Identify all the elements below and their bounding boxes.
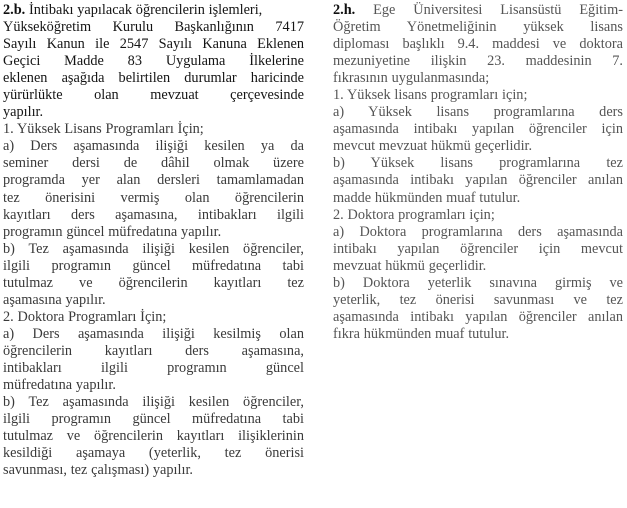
left-line-7: yapılır.: [3, 104, 44, 121]
left-line-14: programın güncel müfredatına yapılır.: [3, 223, 222, 240]
left-line-23: müfredatına yapılır.: [3, 377, 116, 394]
left-line-27: kesildiği aşamaya (yeterlik, tez önerisi: [3, 445, 304, 462]
left-line-20: a) Ders aşamasında ilişiği kesilmiş olan: [3, 325, 304, 342]
right-line-7: a) Yüksek lisans programlarına ders: [333, 104, 623, 121]
right-line-4: mezuniyetine ilişkin 23. maddesinin 7.: [333, 53, 623, 70]
right-line-9: mevcut mevzuat hükmü geçerlidir.: [333, 138, 533, 155]
left-line-17: tutulmaz ve öğrencilerin kayıtları tez: [3, 274, 304, 291]
right-heading-number: 2.h.: [333, 2, 356, 18]
left-line-24: b) Tez aşamasında ilişiği kesilen öğrenciler,: [3, 394, 304, 411]
right-line-16: mevzuat hükmü geçerlidir.: [333, 257, 487, 274]
left-section-doktora: 2. Doktora Programları İçin;: [3, 308, 167, 325]
right-line-18: yeterlik, tez önerisi savunması ve tez: [333, 291, 623, 308]
left-line-25: ilgili programın güncel müfredatına tabi: [3, 411, 304, 428]
right-line-19: aşamasında intibakı yapılan öğrenciler anılan: [333, 308, 623, 325]
left-heading-text: İntibakı yapılacak öğrencilerin işlemleri,: [29, 2, 263, 18]
left-line-12: tez önerisini vermiş olan öğrencilerin: [3, 189, 304, 206]
left-line-3: Sayılı Kanun ile 2547 Sayılı Kanuna Eklenen: [3, 36, 304, 53]
right-line-2: Öğretim Yönetmeliğinin yüksek lisans: [333, 19, 623, 36]
right-line-15: intibakı yapılan öğrenciler için mevcut: [333, 240, 623, 257]
right-line-5: fıkrasının uygulanmasında;: [333, 70, 490, 87]
right-line-1: [333, 2, 623, 19]
right-line-8: aşamasında intibakı yapılan öğrenciler için: [333, 121, 623, 138]
left-line-9: a) Ders aşamasında ilişiği kesilen ya da: [3, 138, 304, 155]
right-line-12: madde hükmünden muaf tutulur.: [333, 189, 521, 206]
left-line-6: yürürlükte olan mevzuat çerçevesinde: [3, 87, 304, 104]
right-section-yuksek-lisans: 1. Yüksek lisans programları için;: [333, 87, 528, 104]
right-line-11: aşamasında intibakı yapılan öğrenciler anılan: [333, 172, 623, 189]
left-line-1: [3, 2, 304, 19]
left-line-4: Geçici Madde 83 Uygulama İlkelerine: [3, 53, 304, 70]
left-line-13: kayıtları ders aşamasına, intibakları ilgili: [3, 206, 304, 223]
right-section-doktora: 2. Doktora programları için;: [333, 206, 495, 223]
left-column: [3, 2, 304, 479]
right-column: [333, 2, 623, 343]
left-line-16: ilgili programın güncel müfredatına tabi: [3, 257, 304, 274]
left-line-22: intibakları ilgili programın güncel: [3, 359, 304, 376]
right-heading-text: Ege Üniversitesi Lisansüstü Eğitim-: [373, 2, 623, 18]
right-line-10: b) Yüksek lisans programlarına tez: [333, 155, 623, 172]
right-line-17: b) Doktora yeterlik sınavına girmiş ve: [333, 274, 623, 291]
left-line-11: programda yer alan dersleri tamamlamadan: [3, 172, 304, 189]
left-line-21: öğrencilerin kayıtları ders aşamasına,: [3, 342, 304, 359]
left-line-28: savunması, tez çalışması) yapılır.: [3, 462, 193, 479]
right-line-3: diploması başlıklı 9.4. maddesi ve doktora: [333, 36, 623, 53]
left-line-26: tutulmaz ve öğrencilerin kayıtları ilişiklerinin: [3, 428, 304, 445]
left-heading-number: 2.b.: [3, 2, 26, 18]
left-line-5: eklenen aşağıda belirtilen durumlar haricinde: [3, 70, 304, 87]
left-line-2: Yükseköğretim Kurulu Başkanlığının 7417: [3, 19, 304, 36]
left-line-10: seminer dersi de dâhil olmak üzere: [3, 155, 304, 172]
left-line-15: b) Tez aşamasında ilişiği kesilen öğrenciler,: [3, 240, 304, 257]
left-section-yuksek-lisans: 1. Yüksek Lisans Programları İçin;: [3, 121, 204, 138]
left-line-18: aşamasına yapılır.: [3, 291, 106, 308]
right-line-14: a) Doktora programlarına ders aşamasında: [333, 223, 623, 240]
right-line-20: fıkra hükmünden muaf tutulur.: [333, 325, 510, 342]
